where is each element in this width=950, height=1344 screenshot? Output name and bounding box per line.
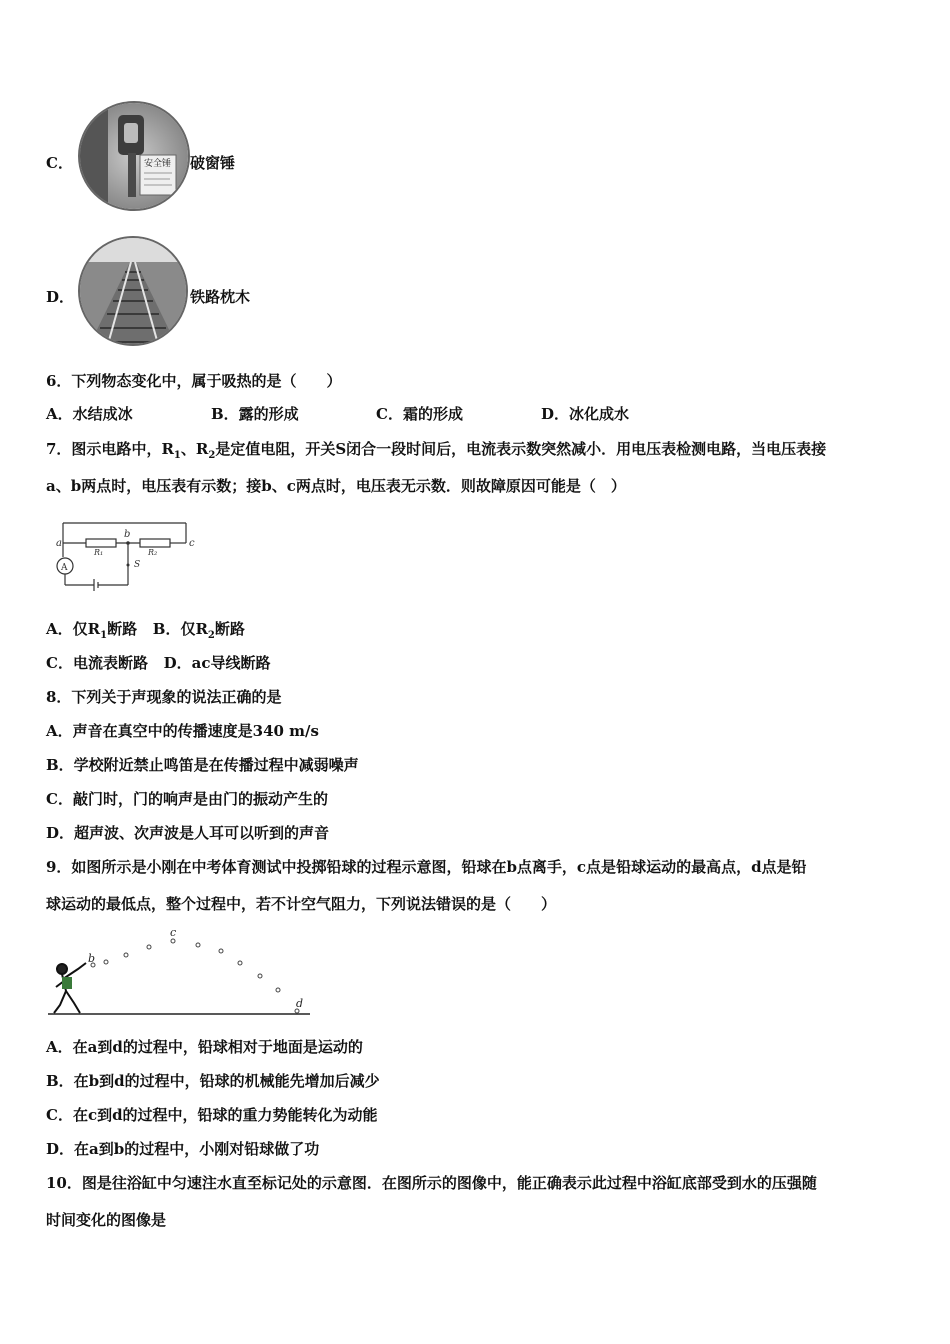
- q10-stem-line-1: 10．图是往浴缸中匀速注水直至标记处的示意图．在图所示的图像中，能正确表示此过程中浴缸底部受到水的压强随: [46, 1174, 817, 1192]
- q8-option-b: B．学校附近禁止鸣笛是在传播过程中减弱噪声: [46, 756, 359, 774]
- trajectory-label-c: c: [170, 926, 177, 939]
- q7-option-d: D．ac导线断路: [163, 654, 271, 672]
- q8-option-c: C．敲门时，门的响声是由门的振动产生的: [46, 790, 328, 808]
- railway-sleepers-image: [78, 236, 188, 346]
- q6-option-a: A．水结成冰: [46, 405, 133, 423]
- q7-stem-line-1: 7．图示电路中，$R_1$、$R_2$是定值电阻，开关S闭合一段时间后，电流表示数突然减小．用电压表检测电路，当电压表接: [46, 440, 827, 461]
- q9-shot-put-diagram: [46, 925, 316, 1020]
- q9-option-c: C．在c到d的过程中，铅球的重力势能转化为动能: [46, 1106, 378, 1124]
- circuit-label-r2: R₂: [148, 548, 158, 557]
- q8-option-a: A．声音在真空中的传播速度是340 m/s: [46, 722, 319, 740]
- q9-option-a: A．在a到d的过程中，铅球相对于地面是运动的: [46, 1038, 363, 1056]
- emergency-hammer-image: [78, 101, 190, 211]
- q10-stem-line-2: 时间变化的图像是: [46, 1211, 167, 1229]
- trajectory-label-d: d: [296, 997, 304, 1010]
- q9-option-b: B．在b到d的过程中，铅球的机械能先增加后减少: [46, 1072, 380, 1090]
- q5-option-d-letter: D．: [46, 288, 75, 306]
- circuit-label-b: b: [124, 529, 131, 540]
- circuit-label-c: c: [189, 538, 195, 549]
- q7-option-c: C．电流表断路: [46, 654, 148, 672]
- q5-option-c-caption: 破窗锤: [190, 154, 236, 172]
- q7-option-b: B．仅$R_2$断路: [152, 620, 245, 641]
- q9-option-d: D．在a到b的过程中，小刚对铅球做了功: [46, 1140, 320, 1158]
- circuit-label-a: a: [56, 538, 62, 549]
- q6-options: [46, 403, 629, 424]
- q5-option-d-caption: 铁路枕木: [190, 288, 251, 306]
- circuit-label-ammeter: A: [61, 563, 68, 573]
- q7-options-ab: [46, 618, 245, 641]
- q7-option-a: A．仅$R_1$断路: [46, 620, 138, 641]
- q6-stem: 6．下列物态变化中，属于吸热的是（ ）: [46, 372, 342, 390]
- q9-stem-line-2: 球运动的最低点，整个过程中，若不计空气阻力，下列说法错误的是（ ）: [46, 895, 557, 913]
- q7-options-cd: [46, 652, 271, 673]
- q6-option-b: B．露的形成: [211, 405, 299, 423]
- circuit-label-r1: R₁: [94, 548, 104, 557]
- trajectory-label-b: b: [88, 952, 96, 965]
- q9-stem-line-1: 9．如图所示是小刚在中考体育测试中投掷铅球的过程示意图，铅球在b点离手，c点是铅球运动的最高点，d点是铅: [46, 858, 807, 876]
- q7-stem-line-2: a、b两点时，电压表有示数；接b、c两点时，电压表无示数．则故障原因可能是（ ）: [46, 477, 626, 495]
- q5-option-c-letter: C．: [46, 154, 73, 172]
- circuit-label-switch: S: [134, 560, 141, 570]
- q7-circuit-diagram: [50, 515, 200, 595]
- q6-option-d: D．冰化成水: [541, 405, 630, 423]
- q6-option-c: C．霜的形成: [376, 405, 463, 423]
- q8-option-d: D．超声波、次声波是人耳可以听到的声音: [46, 824, 330, 842]
- safety-sign-text: 安全锤: [144, 159, 172, 169]
- q8-stem: 8．下列关于声现象的说法正确的是: [46, 688, 282, 706]
